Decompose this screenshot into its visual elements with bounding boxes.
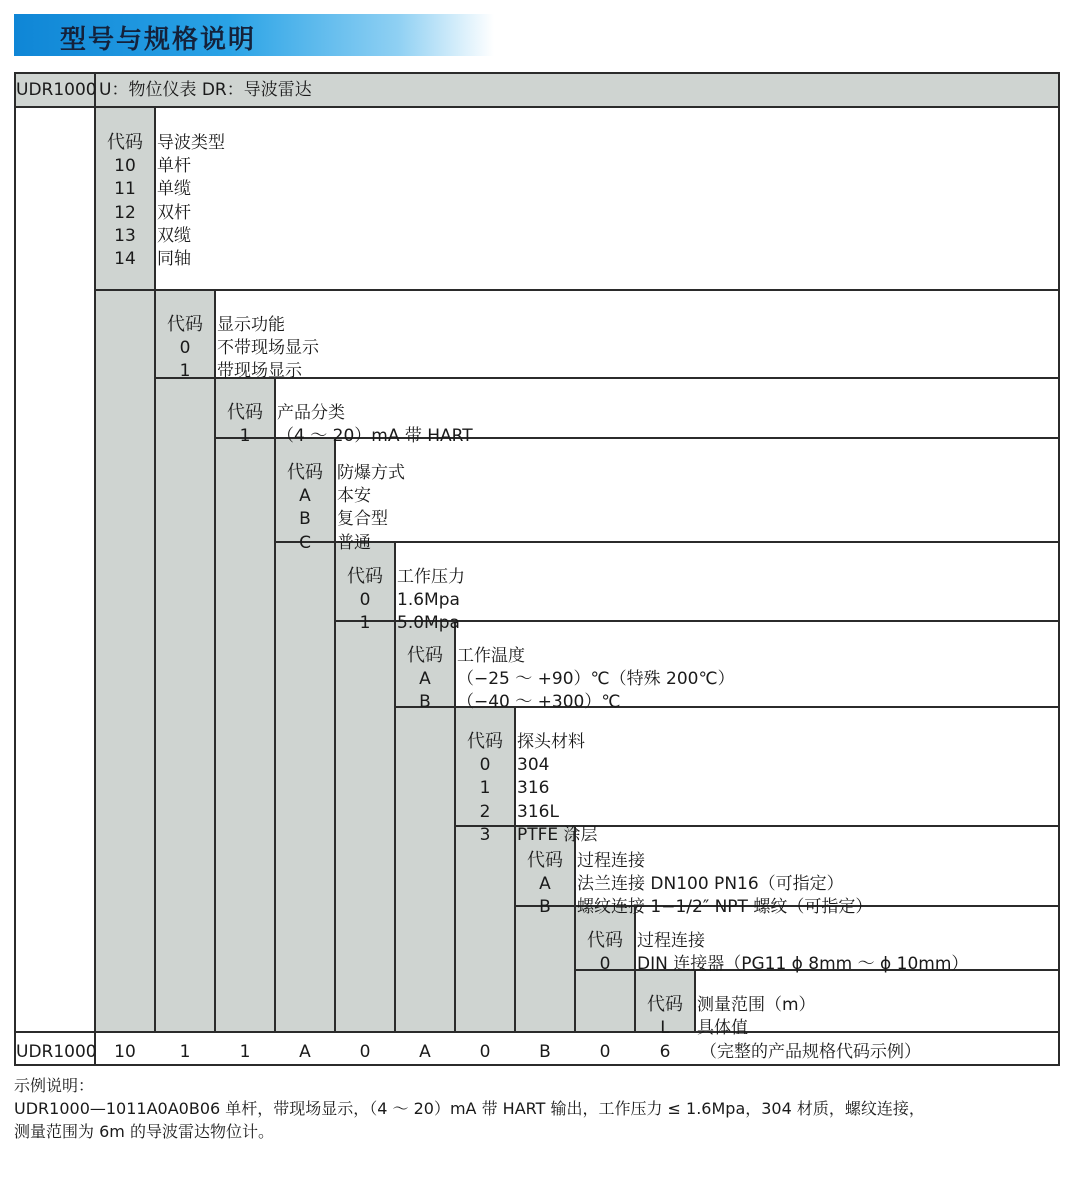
code-value: B [539, 897, 551, 918]
example-note: （完整的产品规格代码示例） [700, 1042, 921, 1062]
option-label: 不带现场显示 [217, 338, 319, 359]
option-label: 单杆 [157, 156, 191, 177]
code-value: A [299, 486, 311, 507]
option-label: 双缆 [157, 225, 191, 246]
example-code: 0 [359, 1042, 371, 1062]
code-header: 代码 [587, 930, 623, 951]
code-value: 0 [479, 755, 491, 776]
model-cell: UDR1000 [16, 80, 97, 100]
section-heading: 工作温度 [457, 646, 525, 666]
example-code: 1 [179, 1042, 191, 1062]
code-header: 代码 [407, 645, 443, 666]
section-heading: 过程连接 [637, 931, 705, 951]
example-code: 0 [599, 1042, 611, 1062]
code-value: 14 [114, 249, 136, 269]
code-value: 1 [179, 361, 191, 382]
example-code: 0 [479, 1042, 491, 1062]
example-label: 示例说明： [14, 1076, 95, 1095]
section-heading: 过程连接 [577, 851, 645, 871]
example-code: 1 [239, 1042, 251, 1062]
section-heading: 显示功能 [217, 315, 285, 335]
option-label: （−25 ～ +90）℃（特殊 200℃） [457, 669, 735, 690]
option-label: 1.6Mpa [397, 590, 460, 611]
code-header: 代码 [287, 462, 323, 483]
code-value: 13 [114, 225, 136, 246]
code-value: B [419, 692, 431, 713]
code-value: 0 [359, 590, 371, 611]
code-header: 代码 [647, 994, 683, 1015]
example-code: 10 [114, 1042, 136, 1062]
option-label: 复合型 [337, 509, 388, 530]
code-value: L [660, 1018, 670, 1039]
option-label: 螺纹连接 1−1/2″ NPT 螺纹（可指定） [577, 897, 873, 918]
code-value: 0 [599, 954, 611, 975]
section-heading: 产品分类 [277, 403, 345, 423]
section-heading: 导波类型 [157, 133, 225, 153]
option-label: （−40 ～ +300）℃ [457, 692, 621, 713]
section-heading: 工作压力 [397, 567, 465, 587]
code-header: 代码 [527, 850, 563, 871]
example-line-2: 测量范围为 6m 的导波雷达物位计。 [14, 1122, 274, 1141]
section-heading: 探头材料 [517, 732, 585, 752]
code-header: 代码 [107, 132, 143, 153]
option-label: 双杆 [157, 202, 191, 223]
example-line-1: UDR1000—1011A0A0B06 单杆，带现场显示，（4 ～ 20）mA 带 HART 输出，工作压力 ≤ 1.6Mpa，304 材质，螺纹连接， [14, 1099, 925, 1118]
code-value: 10 [114, 156, 136, 177]
code-value: 11 [114, 179, 136, 200]
option-label: 5.0Mpa [397, 613, 460, 634]
section-heading: 防爆方式 [337, 463, 405, 483]
example-model: UDR1000 [16, 1042, 97, 1062]
option-label: 带现场显示 [217, 361, 302, 382]
code-value: C [299, 532, 311, 553]
code-header: 代码 [227, 402, 263, 423]
code-value: B [299, 509, 311, 530]
example-code: A [419, 1042, 431, 1062]
section-heading: 测量范围（m） [697, 995, 816, 1015]
code-value: 3 [479, 824, 491, 845]
model-description: U：物位仪表 DR：导波雷达 [99, 80, 312, 100]
code-value: 12 [114, 202, 136, 223]
option-label: 具体值 [697, 1018, 748, 1039]
option-label: DIN 连接器（PG11 ϕ 8mm ～ ϕ 10mm） [637, 954, 969, 975]
code-value: 0 [179, 338, 191, 359]
code-value: A [539, 874, 551, 895]
code-header: 代码 [467, 731, 503, 752]
option-label: 本安 [337, 486, 371, 507]
code-header: 代码 [167, 314, 203, 335]
code-value: 2 [479, 801, 491, 822]
code-header: 代码 [347, 566, 383, 587]
example-code: A [299, 1042, 311, 1062]
code-value: 1 [479, 778, 491, 799]
page-title: 型号与规格说明 [60, 25, 257, 55]
option-label: 316L [517, 801, 559, 822]
code-value: 1 [239, 426, 251, 447]
option-label: （4 ～ 20）mA 带 HART [277, 426, 473, 447]
option-label: 同轴 [157, 249, 191, 269]
code-value: 1 [359, 613, 371, 634]
option-label: 304 [517, 755, 550, 776]
example-code: 6 [659, 1042, 671, 1062]
example-code: B [539, 1042, 551, 1062]
option-label: PTFE 涂层 [517, 824, 598, 845]
option-label: 单缆 [157, 179, 191, 200]
option-label: 普通 [337, 532, 371, 553]
option-label: 法兰连接 DN100 PN16（可指定） [577, 874, 844, 895]
code-value: A [419, 669, 431, 690]
table-frame [14, 72, 1060, 1066]
option-label: 316 [517, 778, 550, 799]
